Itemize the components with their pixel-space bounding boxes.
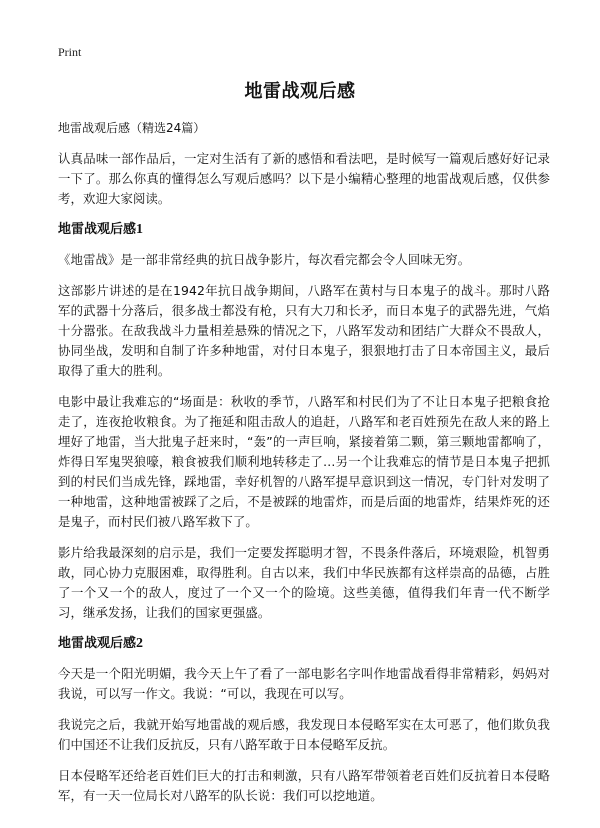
page-title: 地雷战观后感 bbox=[244, 81, 356, 102]
section-heading-number: 1 bbox=[136, 222, 144, 237]
paragraph: 我说完之后，我就开始写地雷战的观后感，我发现日本侵略军实在太可恶了，他们欺负我们中国还不让我们反抗反，只有八路军敢于日本侵略军反抗。 bbox=[58, 717, 550, 752]
section-heading-number: 2 bbox=[136, 636, 144, 651]
article-body bbox=[58, 119, 550, 817]
article-subtitle: 地雷战观后感（精选24篇） bbox=[58, 121, 206, 135]
section-heading-2 bbox=[58, 635, 550, 653]
print-link[interactable]: Print bbox=[58, 45, 82, 59]
intro-paragraph: 认真品味一部作品后，一定对生活有了新的感悟和看法吧，是时候写一篇观后感好好记录一下了。那么你真的懂得怎么写观后感吗？以下是小编精心整理的地雷战观后感，仅供参考，欢迎大家阅读。 bbox=[58, 151, 550, 206]
paragraph: 这部影片讲述的是在1942年抗日战争期间，八路军在黄村与日本鬼子的战斗。那时八路军的武器十分落后，很多战士都没有枪，只有大刀和长矛，而日本鬼子的武器先进，气焰十分嚣张。在敌我战斗力量相差悬殊的情况之下，八路军发动和团结广大群众不畏敌人，协同坐战，发明和自制了许多种地雷，对付日本鬼子，狠狠地打击了日本帝国主义，最后取得了重大的胜利。 bbox=[58, 283, 550, 378]
section-heading-text: 地雷战观后感 bbox=[58, 636, 137, 651]
section-heading-text: 地雷战观后感 bbox=[58, 222, 137, 237]
paragraph: 今天是一个阳光明媚，我今天上午了看了一部电影名字叫作地雷战看得非常精彩，妈妈对我说，可以写一作文。我说：“可以，我现在可以写。 bbox=[58, 666, 550, 701]
section-heading-1 bbox=[58, 221, 550, 239]
paragraph: 电影中最让我难忘的“场面是：秋收的季节，八路军和村民们为了不让日本鬼子把粮食抢走了，连夜抢收粮食。为了拖延和阻击敌人的追赶，八路军和老百姓预先在敌人来的路上埋好了地雷，当大批鬼子赶来时，“轰”的一声巨响，紧接着第二颗，第三颗地雷都响了，炸得日军鬼哭狼嚎，粮食被我们顺利地转移走了…另一个让我难忘的情节是日本鬼子把抓到的村民们当成先锋，踩地雷，幸好机智的八路军提早意识到这一情况，专门针对发明了一种地雷，这种地雷被踩了之后，不是被踩的地雷炸，而是后面的地雷炸，结果炸死的还是鬼子，而村民们被八路军救下了。 bbox=[58, 394, 550, 529]
paragraph: 影片给我最深刻的启示是，我们一定要发挥聪明才智，不畏条件落后，环境艰险，机智勇敢，同心协力克服困难，取得胜利。自古以来，我们中华民族都有这样崇高的品德，占胜了一个又一个的敌人，度过了一个又一个的险境。这些美德，值得我们年青一代不断学习，继承发扬，让我们的国家更强盛。 bbox=[58, 545, 550, 620]
paragraph: 《地雷战》是一部非常经典的抗日战争影片，每次看完都会令人回味无穷。 bbox=[58, 252, 471, 267]
paragraph: 日本侵略军还给老百姓们巨大的打击和刺激，只有八路军带领着老百姓们反抗着日本侵略军，有一天一位局长对八路军的队长说：我们可以挖地道。 bbox=[58, 768, 550, 803]
